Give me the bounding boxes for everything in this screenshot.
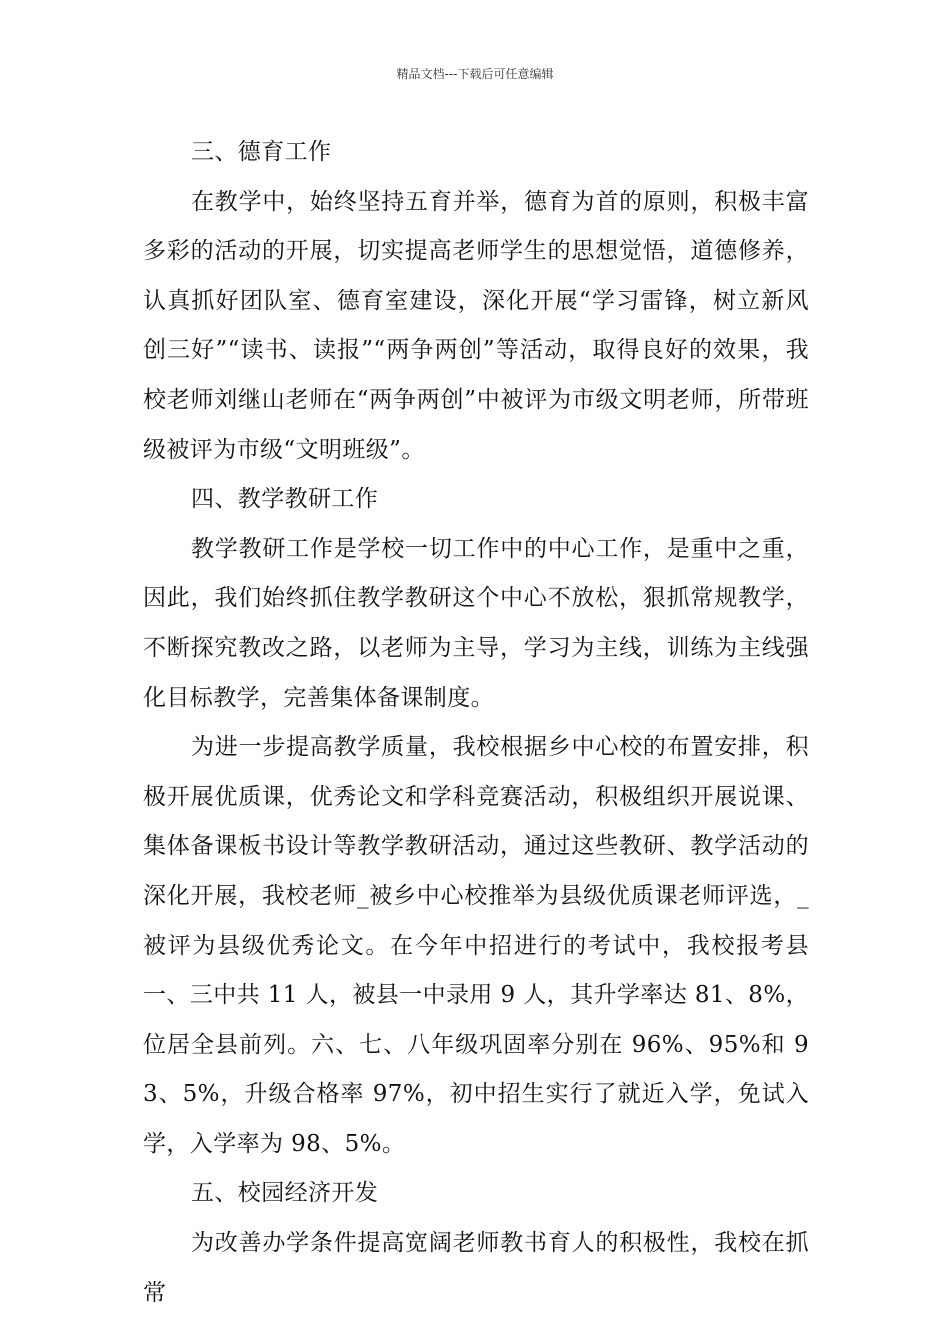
document-body <box>143 128 809 1318</box>
section-heading-moral-education: 三、德育工作 <box>191 139 332 165</box>
paragraph-teaching-quality: 为进一步提高教学质量，我校根据乡中心校的布置安排，积极开展优质课，优秀论文和学科竞赛活动，积极组织开展说课、集体备课板书设计等教学教研活动，通过这些教研、教学活动的深化开展，我校老师_被乡中心校推举为县级优质课老师评选，_被评为县级优秀论文。在今年中招进行的考试中，我校报考县一、三中共 11 人，被县一中录用 9 人，其升学率达 81、8%，位居全县前列。六、七、八年级巩固率分别在 96%、95%和 93、5%，升级合格率 97%，初中招生实行了就近入学，免试入学，入学率为 98、5%。 <box>143 734 809 1157</box>
paragraph-campus-economy: 为改善办学条件提高宽阔老师教书育人的积极性，我校在抓常 <box>143 1230 809 1306</box>
page-header: 精品文档---下载后可任意编辑 <box>396 67 554 81</box>
section-heading-teaching-research: 四、教学教研工作 <box>191 486 379 513</box>
paragraph-moral-education: 在教学中，始终坚持五育并举，德育为首的原则，积极丰富多彩的活动的开展，切实提高老师学生的思想觉悟，道德修养，认真抓好团队室、德育室建设，深化开展“学习雷锋，树立新风创三好”“读书、读报”“两争两创”等活动，取得良好的效果，我校老师刘继山老师在“两争两创”中被评为市级文明老师，所带班级被评为市级“文明班级”。 <box>143 188 809 463</box>
paragraph-teaching-research-intro: 教学教研工作是学校一切工作中的中心工作，是重中之重，因此，我们始终抓住教学教研这个中心不放松，狠抓常规教学，不断探究教改之路，以老师为主导，学习为主线，训练为主线强化目标教学，完善集体备课制度。 <box>143 535 809 711</box>
section-heading-campus-economy: 五、校园经济开发 <box>191 1180 379 1207</box>
